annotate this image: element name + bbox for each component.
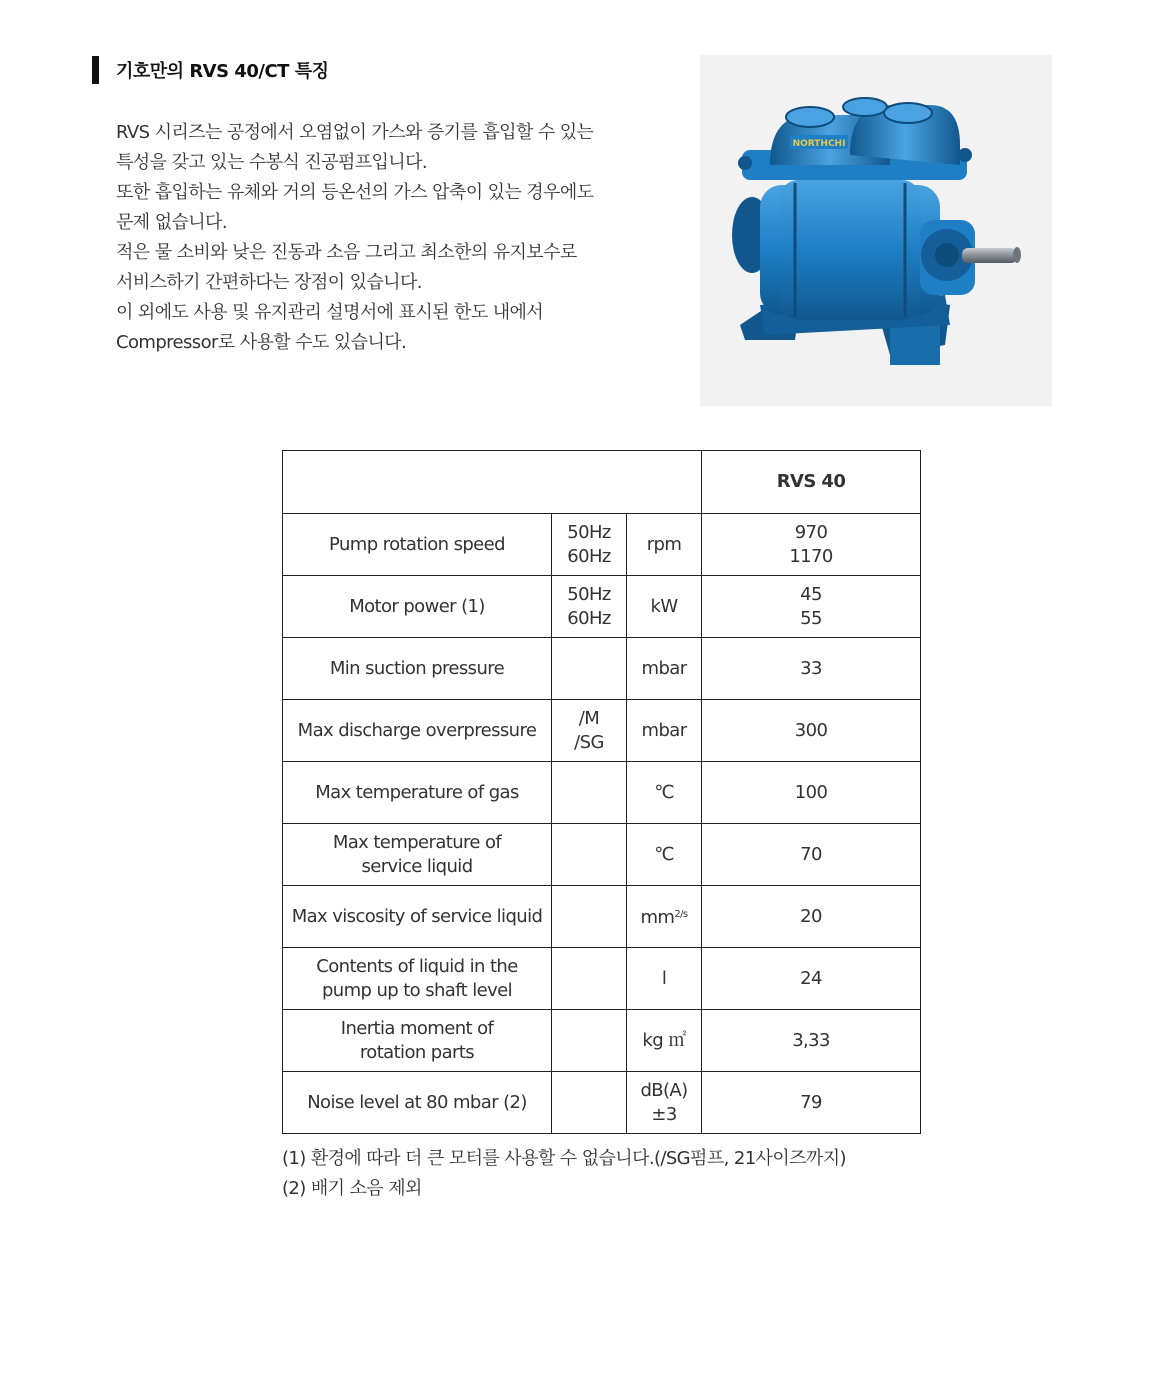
- spec-condition-cell: [552, 638, 627, 700]
- spec-value: 1170: [789, 545, 833, 567]
- spec-value: 79: [800, 1091, 822, 1113]
- spec-value-cell: [702, 514, 921, 576]
- spec-unit-cell: [627, 1072, 702, 1134]
- spec-condition: 50Hz: [567, 521, 611, 543]
- spec-unit: ℃: [654, 781, 674, 803]
- spec-unit-cell: [627, 948, 702, 1010]
- spec-unit-cell: [627, 886, 702, 948]
- spec-condition-cell: [552, 1010, 627, 1072]
- spec-unit: mbar: [641, 657, 687, 679]
- spec-value: 20: [800, 905, 822, 927]
- spec-value: 100: [794, 781, 828, 803]
- table-row: [283, 824, 921, 886]
- footnote: (1) 환경에 따라 더 큰 모터를 사용할 수 없습니다.(/SG펌프, 21사이즈까지): [282, 1148, 846, 1169]
- spec-name: Noise level at 80 mbar (2): [307, 1091, 527, 1113]
- spec-unit-superscript: 2/s: [674, 909, 688, 920]
- spec-condition: /M: [578, 707, 600, 729]
- spec-name: Max viscosity of service liquid: [291, 905, 543, 927]
- spec-unit: kW: [650, 595, 678, 617]
- spec-condition: 60Hz: [567, 545, 611, 567]
- table-row: [283, 948, 921, 1010]
- spec-name-cell: [283, 824, 552, 886]
- spec-value: 970: [794, 521, 828, 543]
- spec-name-cell: [283, 638, 552, 700]
- table-row: [283, 886, 921, 948]
- spec-unit: rpm: [646, 533, 682, 555]
- spec-value: 3,33: [792, 1029, 830, 1051]
- spec-condition: 50Hz: [567, 583, 611, 605]
- spec-value-cell: [702, 700, 921, 762]
- spec-value-cell: [702, 1010, 921, 1072]
- intro-line: RVS 시리즈는 공정에서 오염없이 가스와 증기를 흡입할 수 있는: [116, 122, 594, 143]
- spec-name: service liquid: [361, 855, 473, 877]
- spec-value: 70: [800, 843, 822, 865]
- model-header: RVS 40: [702, 451, 921, 514]
- spec-unit-cell: [627, 762, 702, 824]
- spec-name-cell: [283, 762, 552, 824]
- spec-unit-cell: [627, 514, 702, 576]
- spec-name: Max temperature of: [332, 831, 502, 853]
- intro-paragraph: [116, 118, 656, 358]
- spec-name: Min suction pressure: [329, 657, 505, 679]
- vacuum-pump-image: [700, 55, 1052, 406]
- section-title: 기호만의 RVS 40/CT 특징: [116, 61, 329, 82]
- spec-name-cell: [283, 1072, 552, 1134]
- intro-line: 적은 물 소비와 낮은 진동과 소음 그리고 최소한의 유지보수로: [116, 242, 577, 263]
- intro-line: 이 외에도 사용 및 유지관리 설명서에 표시된 한도 내에서: [116, 302, 544, 323]
- spec-condition-cell: [552, 700, 627, 762]
- table-row: [283, 514, 921, 576]
- table-row: [283, 1072, 921, 1134]
- spec-unit: ℃: [654, 843, 674, 865]
- spec-value: 55: [800, 607, 822, 629]
- spec-unit: mm: [640, 907, 675, 928]
- spec-name-cell: [283, 1010, 552, 1072]
- spec-condition: /SG: [574, 731, 604, 753]
- spec-name: Inertia moment of: [340, 1017, 494, 1039]
- table-row: [283, 700, 921, 762]
- spec-name: Pump rotation speed: [329, 533, 505, 555]
- spec-condition: 60Hz: [567, 607, 611, 629]
- spec-value: 33: [800, 657, 822, 679]
- spec-name: pump up to shaft level: [321, 979, 513, 1001]
- table-header-row: [283, 451, 921, 514]
- spec-unit: dB(A): [640, 1079, 688, 1101]
- spec-condition-cell: [552, 886, 627, 948]
- table-row: [283, 1010, 921, 1072]
- footnote: (2) 배기 소음 제외: [282, 1178, 422, 1199]
- footnotes: [282, 1144, 846, 1204]
- spec-value-cell: [702, 886, 921, 948]
- spec-name-cell: [283, 948, 552, 1010]
- spec-name-cell: [283, 886, 552, 948]
- spec-unit-cell: [627, 700, 702, 762]
- spec-name: Motor power (1): [349, 595, 485, 617]
- product-photo: [700, 55, 1052, 406]
- svg-text:NORTHCHI: NORTHCHI: [792, 139, 846, 149]
- spec-value-cell: [702, 576, 921, 638]
- spec-name: Contents of liquid in the: [316, 955, 518, 977]
- spec-value-cell: [702, 638, 921, 700]
- spec-value: 300: [794, 719, 828, 741]
- spec-value: 45: [800, 583, 822, 605]
- header-blank-cell: [283, 451, 702, 514]
- intro-line: 문제 없습니다.: [116, 212, 227, 233]
- spec-value-cell: [702, 824, 921, 886]
- spec-unit-cell: [627, 638, 702, 700]
- spec-unit-cell: [627, 576, 702, 638]
- spec-value: 24: [800, 967, 822, 989]
- spec-table: [282, 450, 921, 1134]
- spec-value-cell: [702, 948, 921, 1010]
- spec-name-cell: [283, 576, 552, 638]
- spec-condition-cell: [552, 576, 627, 638]
- spec-name: Max temperature of gas: [315, 781, 519, 803]
- spec-unit: kg ㎡: [642, 1029, 686, 1051]
- intro-line: 또한 흡입하는 유체와 거의 등온선의 가스 압축이 있는 경우에도: [116, 182, 594, 203]
- spec-value-cell: [702, 762, 921, 824]
- spec-condition-cell: [552, 948, 627, 1010]
- intro-line: 서비스하기 간편하다는 장점이 있습니다.: [116, 272, 422, 293]
- intro-line: 특성을 갖고 있는 수봉식 진공펌프입니다.: [116, 152, 428, 173]
- spec-name: Max discharge overpressure: [297, 719, 537, 741]
- table-row: [283, 638, 921, 700]
- spec-condition-cell: [552, 1072, 627, 1134]
- spec-name-cell: [283, 514, 552, 576]
- spec-name: rotation parts: [359, 1041, 475, 1063]
- spec-value-cell: [702, 1072, 921, 1134]
- spec-unit: l: [661, 967, 667, 989]
- spec-unit: mbar: [641, 719, 687, 741]
- spec-condition-cell: [552, 762, 627, 824]
- section-marker-bar: [92, 56, 99, 84]
- spec-condition-cell: [552, 514, 627, 576]
- spec-condition-cell: [552, 824, 627, 886]
- table-row: [283, 576, 921, 638]
- spec-unit-cell: [627, 1010, 702, 1072]
- intro-line: Compressor로 사용할 수도 있습니다.: [116, 332, 407, 353]
- spec-unit-tolerance: ±3: [651, 1103, 677, 1125]
- section-header: [92, 56, 329, 84]
- spec-unit-cell: [627, 824, 702, 886]
- spec-name-cell: [283, 700, 552, 762]
- table-row: [283, 762, 921, 824]
